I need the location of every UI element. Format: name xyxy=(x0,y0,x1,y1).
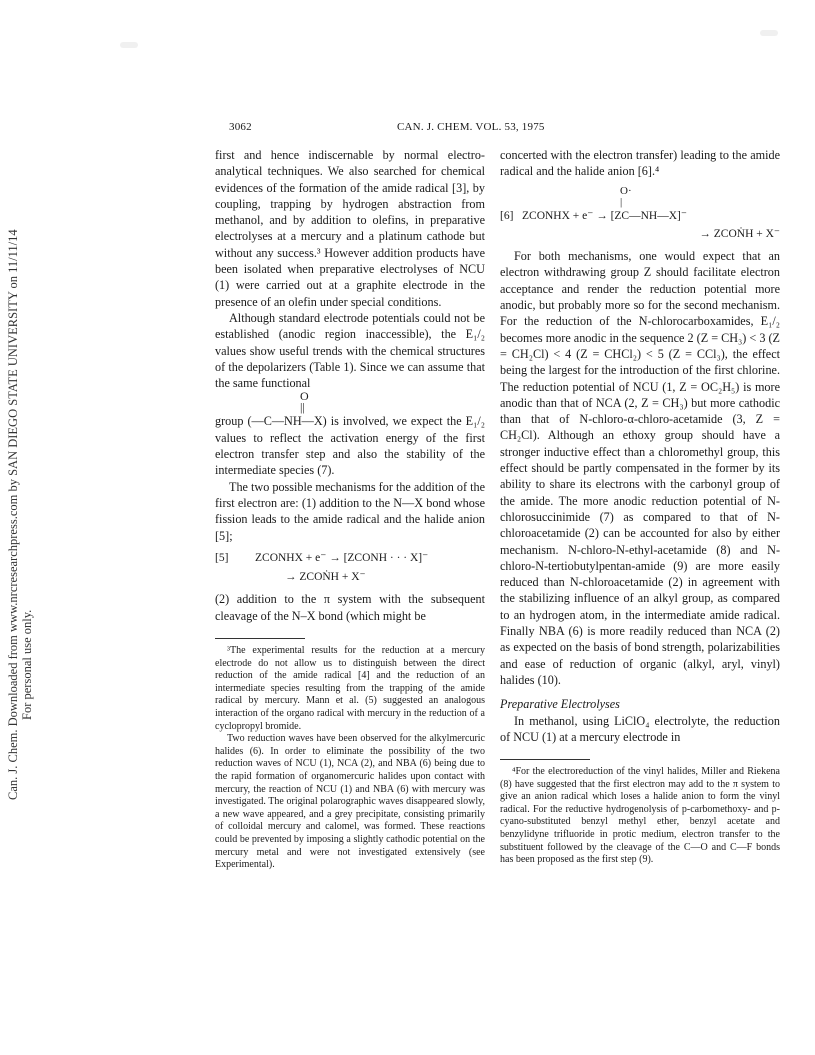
equation-number: [6] xyxy=(500,209,514,222)
footnote-4: ⁴For the electroreduction of the vinyl halides, Miller and Riekena (8) have suggested that the first electron may add to the π system to give an anion radical which loses a halide anion to form the vinyl radical. For the reductive hydrogenolysis of p-carbomethoxy- and p-cyano-substituted benzyl methyl ether, benzyl acetate and benzylidyne trifluoride in protic medium, electron transfer to the substituent followed by the cleavage of the C—O and C—F bonds has been proposed as the first step (9). xyxy=(500,766,780,866)
equation-line: ZCONHX + e⁻ → [ZC—NH—X]⁻ xyxy=(522,209,687,222)
watermark-line-usage: For personal use only. xyxy=(20,609,34,720)
radical-oxygen: O· xyxy=(620,184,632,197)
download-watermark xyxy=(4,120,44,800)
page-number: 3062 xyxy=(229,121,252,133)
scan-speck xyxy=(120,42,138,48)
equation-6 xyxy=(500,186,780,243)
equation-line: → ZCOṄH + X⁻ xyxy=(285,571,366,584)
paragraph: group (—C—NH—X) is involved, we expect the E₁/₂ values to reflect the activation energy of the first electron transfer step and also the stability of the intermediate species (7). xyxy=(215,414,485,478)
paragraph: concerted with the electron transfer) leading to the amide radical and the halide anion [6].⁴ xyxy=(500,148,780,179)
paragraph: first and hence indiscernable by normal electro-analytical techniques. We also searched for chemical evidences of the formation of the amide radical [3], by coupling, trapping by hydrogen abstraction from methanol, and by addition to olefins, in preparative electrolyses at a mercury and a platinum cathode but without any success.³ However addition products have been isolated when preparative electrolyses of NCU (1) were carried out at a graphite electrode in the presence of an olefin under special conditions. xyxy=(215,148,485,309)
paragraph: In methanol, using LiClO₄ electrolyte, the reduction of NCU (1) at a mercury electrode in xyxy=(500,713,780,744)
paragraph: (2) addition to the π system with the subsequent cleavage of the N–X bond (which might be xyxy=(215,592,485,623)
equation-line: → ZCOṄH + X⁻ xyxy=(699,227,780,240)
running-header xyxy=(229,121,784,137)
section-heading: Preparative Electrolyses xyxy=(500,697,620,712)
scan-speck xyxy=(760,30,778,36)
carbonyl-structure-bond: || xyxy=(300,400,305,415)
equation-5 xyxy=(215,550,485,586)
footnote-divider xyxy=(215,638,305,639)
equation-line: ZCONHX + e⁻ → [ZCONH · · · X]⁻ xyxy=(255,551,429,564)
carbonyl-structure-o: O xyxy=(300,389,309,404)
footnote-3: ³The experimental results for the reduction at a mercury electrode do not allow us to distinguish between the direct reduction of the amide radical [4] and the reduction of an intermediate species resulting from the trapping of the amide radical by mercury. Mann et al. (5) suggested an analogous interaction of the organo radical with mercury in the reduction of a cyclopropyl bromide. xyxy=(215,645,485,732)
paragraph: For both mechanisms, one would expect that an electron withdrawing group Z should facilitate electron acceptance and render the reduction potential more anodic, but probably more so for the second mechanism. For the reduction of the N-chlorocarboxamides, E₁/₂ becomes more anodic in the sequence 2 (Z = CH₃) < 3 (Z = CH₂Cl) < 4 (Z = CHCl₂) < 5 (Z = CCl₃), the effect being the largest for the introduction of the first chlorine. The reduction potential of NCU (1, Z = OC₂H₅) is more anodic than that of NCA (2, Z = CH₃) but more cathodic than that of N-chloro-α-chloro-acetamide (3, Z = CH₂Cl). Although an ethoxy group should have a stronger inductive effect than a chloromethyl group, this effect should be partly compensated in the former by its ability to share its electrons with the carbonyl group of the amide. The more anodic reduction potential of N-chlorosuccinimide (7) as compared to that of N-chloroacetamide (2) can be accounted for also by either mechanism. N-chloro-N-ethyl-acetamide (8) and N-chloro-N-tertiobutylpentan-amide (9) are more easily reduced than N-chloroacetamide (2) in agreement with the stabilizing influence of an alkyl group, as compared to an hydrogen atom, in the intermediate amide radical. Finally NBA (6) is more readily reduced than NCA (2) as expected on the basis of bond strength, polarizabilities and ease of reduction of organic (alkyl, aryl, vinyl) halides (10). xyxy=(500,249,780,687)
left-column xyxy=(215,147,485,872)
footnote-3-continued: Two reduction waves have been observed for the alkylmercuric halides (6). In order to eliminate the possibility of the two reduction waves of NCU (1), NCA (2), and NBA (6) being due to the rapid formation of organomercuric halides upon contact with mercury, the reaction of NCU (1) and NBA (6) with mercury was investigated. The original polarographic waves disappeared slowly, a new wave appeared, and a grey precipitate, consisting primarily of colloidal mercury and calomel, was formed. These reactions could be prevented by imposing a slightly cathodic potential on the mercury metal and were not investigated extensively (see Experimental). xyxy=(215,733,485,871)
footnote-divider xyxy=(500,759,590,760)
right-column xyxy=(500,147,780,867)
running-head: CAN. J. CHEM. VOL. 53, 1975 xyxy=(397,121,545,133)
equation-number: [5] xyxy=(215,551,229,564)
watermark-line-source: Can. J. Chem. Downloaded from www.nrcresearchpress.com by SAN DIEGO STATE UNIVERSITY on 11/11/14 xyxy=(6,229,20,800)
paragraph: Although standard electrode potentials could not be established (anodic region inaccessible), the E₁/₂ values show useful trends with the chemical structures of the depolarizers (Table 1). Since we can assume that the same functional xyxy=(215,310,485,391)
radical-bond: | xyxy=(620,195,623,208)
paragraph: The two possible mechanisms for the addition of the first electron are: (1) addition to the N—X bond whose fission leads to the amide radical and the halide anion [5]; xyxy=(215,479,485,543)
